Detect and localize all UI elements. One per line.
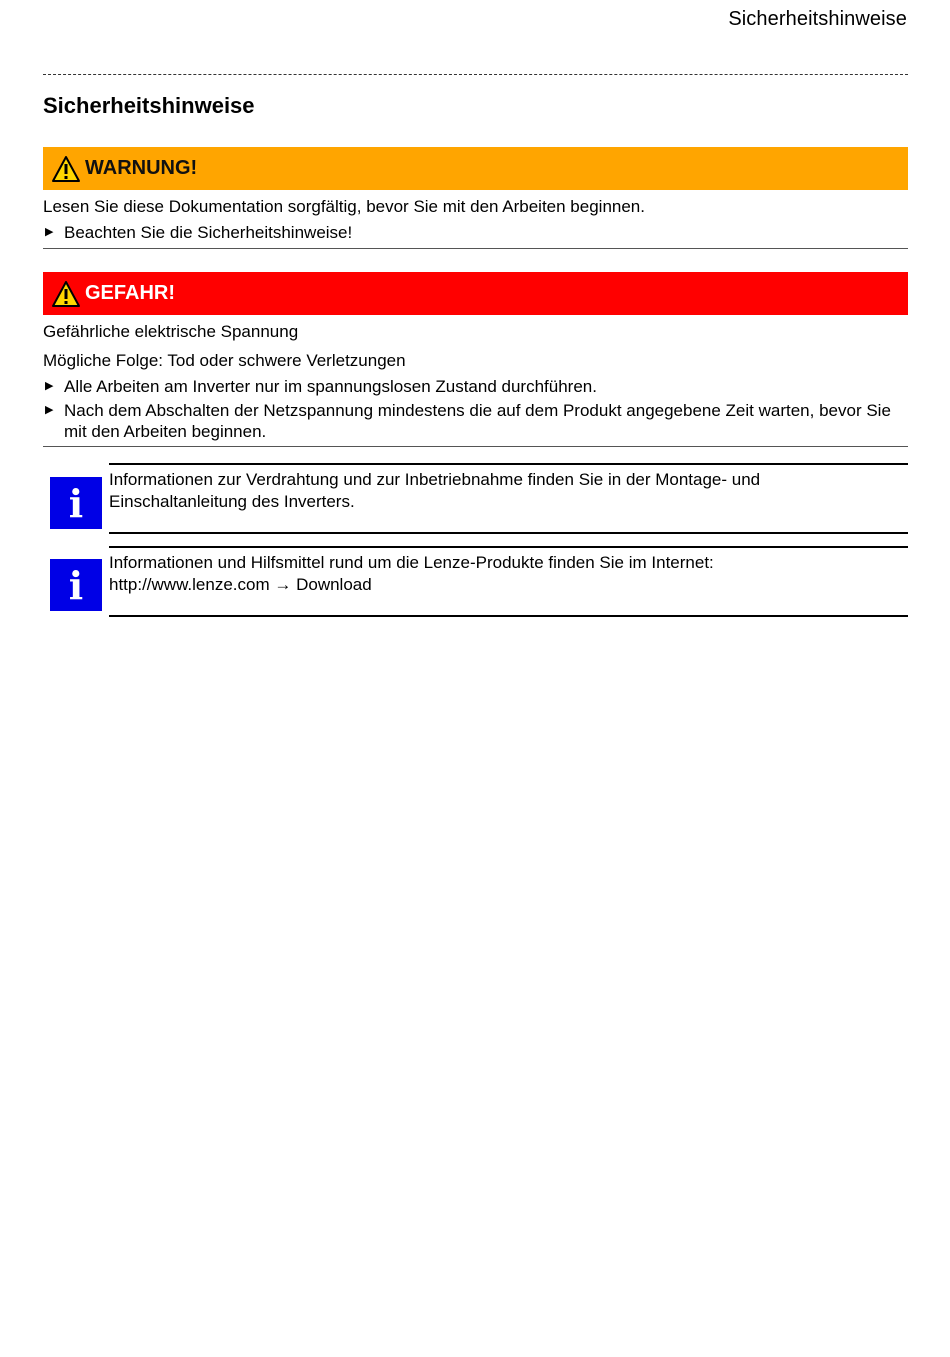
danger-line-consequence: Mögliche Folge: Tod oder schwere Verletzungen — [43, 351, 406, 370]
website-url-link[interactable]: http://www.lenze.com — [109, 575, 270, 594]
danger-box — [43, 272, 908, 442]
warning-bullet — [43, 222, 908, 243]
warning-label: WARNUNG! — [85, 157, 198, 179]
bullet-arrow-icon: ▶ — [45, 226, 54, 238]
download-link[interactable]: Download — [296, 575, 372, 594]
section-title: Sicherheitshinweise — [43, 93, 255, 118]
warning-text: Lesen Sie diese Dokumentation sorgfältig, bevor Sie mit den Arbeiten beginnen. — [43, 197, 645, 216]
warning-triangle-icon — [51, 280, 81, 308]
info-note — [43, 546, 908, 617]
danger-divider — [43, 446, 908, 447]
warning-divider — [43, 248, 908, 249]
info-text — [109, 465, 908, 513]
warning-box — [43, 147, 908, 243]
info-text-line: Einschaltanleitung des Inverters. — [109, 492, 355, 511]
arrow-right-icon: → — [274, 575, 292, 594]
warning-bullet-text: Beachten Sie die Sicherheitshinweise! — [64, 223, 353, 242]
info-text — [109, 548, 908, 596]
info-content — [109, 463, 908, 534]
danger-bullet — [43, 376, 908, 397]
info-content — [109, 546, 908, 617]
info-note — [43, 463, 908, 534]
header-divider — [43, 74, 908, 75]
danger-bullet-text: Alle Arbeiten am Inverter nur im spannungslosen Zustand durchführen. — [64, 377, 597, 396]
warning-banner — [43, 147, 908, 190]
danger-banner — [43, 272, 908, 315]
info-icon: i — [50, 477, 102, 529]
info-link-line — [109, 574, 908, 596]
danger-line-hazard: Gefährliche elektrische Spannung — [43, 322, 299, 341]
info-text-line: Informationen und Hilfsmittel rund um die Lenze-Produkte finden Sie im Internet: — [109, 553, 714, 572]
info-icon: i — [50, 559, 102, 611]
danger-bullet-text: Nach dem Abschalten der Netzspannung mindestens die auf dem Produkt angegebene Zeit warten, bevor Sie mit den Arbeiten beginnen. — [64, 401, 891, 441]
danger-label: GEFAHR! — [85, 282, 175, 304]
info-text-line: Informationen zur Verdrahtung und zur Inbetriebnahme finden Sie in der Montage- und — [109, 470, 761, 489]
page-header-title: Sicherheitshinweise — [728, 8, 907, 30]
warning-triangle-icon — [51, 155, 81, 183]
bullet-arrow-icon: ▶ — [45, 404, 54, 416]
danger-bullet — [43, 400, 908, 442]
bullet-arrow-icon: ▶ — [45, 380, 54, 392]
